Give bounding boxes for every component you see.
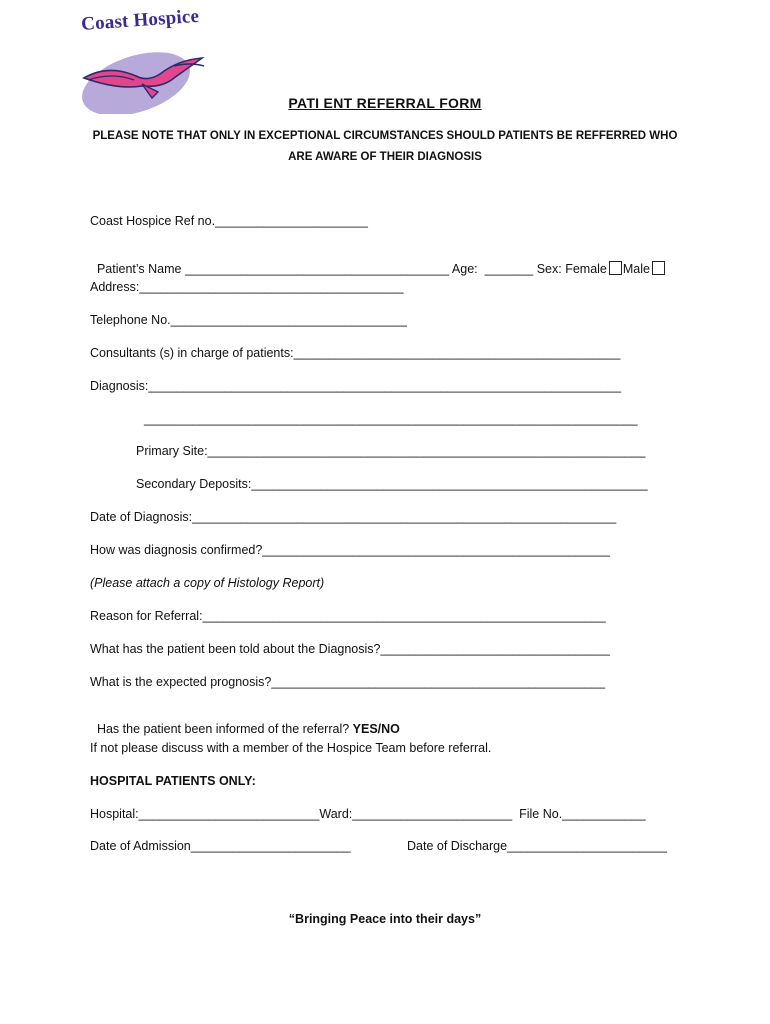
date-of-discharge-field[interactable]: Date of Discharge_______________________	[407, 839, 667, 853]
reason-for-referral-field[interactable]: Reason for Referral:__________________________________________________________	[90, 609, 606, 623]
patient-name-row	[90, 247, 666, 276]
diagnosis-continuation-field[interactable]: _______________________________________________________________________	[144, 412, 638, 426]
informed-row	[90, 708, 400, 736]
address-field[interactable]: Address:______________________________________	[90, 280, 404, 294]
prognosis-field[interactable]: What is the expected prognosis?________________________________________________	[90, 675, 606, 689]
patient-name-field[interactable]: Patient’s Name ______________________________________ Age: _______ Sex: Female	[96, 262, 607, 276]
note-line-2: ARE AWARE OF THEIR DIAGNOSIS	[288, 151, 482, 163]
informed-question: Has the patient been informed of the referral?	[96, 722, 353, 736]
male-label: Male	[622, 262, 650, 276]
note-line-1: PLEASE NOTE THAT ONLY IN EXCEPTIONAL CIRCUMSTANCES SHOULD PATIENTS BE REFFERRED WHO	[92, 130, 678, 142]
telephone-field[interactable]: Telephone No.__________________________________	[90, 313, 407, 327]
female-checkbox[interactable]	[609, 261, 622, 275]
ref-no-field[interactable]: Coast Hospice Ref no.______________________	[90, 214, 369, 228]
date-of-admission-field[interactable]: Date of Admission_______________________	[90, 839, 351, 853]
hospital-ward-file-field[interactable]: Hospital:__________________________Ward:_______________________ File No.____________	[90, 807, 646, 821]
logo-text: Coast Hospice	[80, 5, 200, 36]
diagnosis-field[interactable]: Diagnosis:____________________________________________________________________	[90, 379, 622, 393]
yes-no-answer[interactable]: YES/NO	[352, 722, 400, 736]
consultants-field[interactable]: Consultants (s) in charge of patients:_______________________________________________	[90, 346, 621, 360]
primary-site-field[interactable]: Primary Site:_______________________________________________________________	[136, 444, 646, 458]
date-of-diagnosis-field[interactable]: Date of Diagnosis:_____________________________________________________________	[90, 510, 617, 524]
diagnosis-confirmed-field[interactable]: How was diagnosis confirmed?__________________________________________________	[90, 543, 610, 557]
slogan: “Bringing Peace into their days”	[288, 912, 482, 926]
form-title: PATI ENT REFERRAL FORM	[288, 95, 482, 111]
histology-note: (Please attach a copy of Histology Report)	[90, 576, 325, 590]
secondary-deposits-field[interactable]: Secondary Deposits:_________________________________________________________	[136, 477, 648, 491]
patient-told-field[interactable]: What has the patient been told about the Diagnosis?_________________________________	[90, 642, 610, 656]
hospital-patients-heading: HOSPITAL PATIENTS ONLY:	[90, 774, 256, 788]
male-checkbox[interactable]	[652, 261, 665, 275]
discuss-note: If not please discuss with a member of the Hospice Team before referral.	[90, 741, 492, 755]
eligibility-note	[90, 126, 680, 168]
